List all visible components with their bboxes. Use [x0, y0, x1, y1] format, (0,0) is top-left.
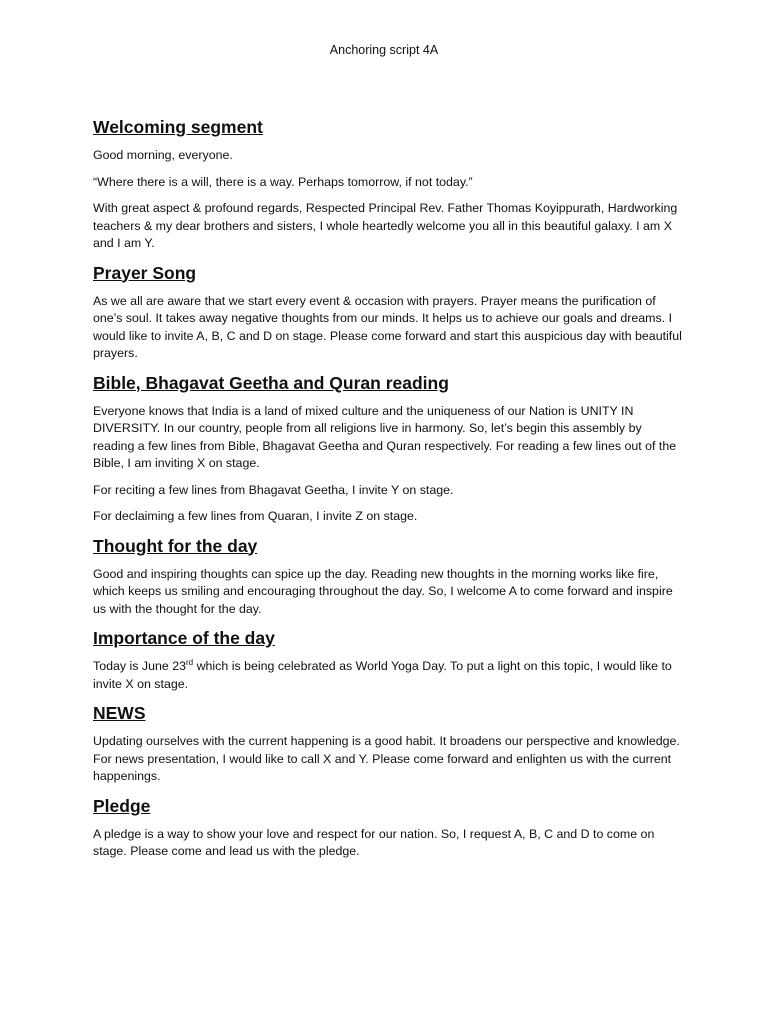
paragraph: For reciting a few lines from Bhagavat Geetha, I invite Y on stage.: [93, 482, 454, 497]
section-welcoming: [93, 116, 683, 253]
section-heading: Bible, Bhagavat Geetha and Quran reading: [93, 372, 449, 393]
section-heading: Thought for the day: [93, 535, 258, 556]
section-pledge: [93, 795, 683, 861]
paragraph: For declaiming a few lines from Quaran, I invite Z on stage.: [93, 509, 418, 523]
section-heading: Pledge: [93, 795, 151, 816]
paragraph: Good and inspiring thoughts can spice up the day. Reading new thoughts in the morning works like fire, which keeps us smiling and encouraging throughout the day. So, I welcome A to come forward and inspire us with the thought for the day.: [93, 566, 673, 616]
ordinal-suffix: rd: [186, 657, 194, 667]
paragraph: With great aspect & profound regards, Respected Principal Rev. Father Thomas Koyippurath, Hardworking teachers & my dear brothers and sisters, I whole heartedly welcome you all in this beautiful galaxy. I am X and I am Y.: [93, 201, 678, 250]
section-importance-of-the-day: [93, 627, 683, 693]
section-prayer-song: [93, 262, 683, 363]
paragraph: A pledge is a way to show your love and respect for our nation. So, I request A, B, C and D to come on stage. Please come and lead us with the pledge.: [93, 826, 655, 858]
paragraph: “Where there is a will, there is a way. Perhaps tomorrow, if not today.”: [93, 174, 473, 189]
section-heading: NEWS: [93, 703, 146, 723]
section-heading: Importance of the day: [93, 628, 275, 648]
paragraph: Good morning, everyone.: [93, 148, 233, 162]
paragraph: As we all are aware that we start every event & occasion with prayers. Prayer means the purification of one’s soul. It takes away negative thoughts from our minds. It helps us to achieve our goals and dreams. I would like to invite A, B, C and D on stage. Please come forward and start this auspicious day with beautiful prayers.: [93, 293, 682, 360]
document-body: [93, 116, 683, 870]
section-scripture-reading: [93, 372, 683, 526]
paragraph: [93, 658, 683, 693]
paragraph: Updating ourselves with the current happening is a good habit. It broadens our perspective and knowledge. For news presentation, I would like to call X and Y. Please come forward and enlighten us with the current happenings.: [93, 734, 680, 783]
section-heading: Prayer Song: [93, 262, 197, 283]
section-thought-for-the-day: [93, 535, 683, 619]
paragraph-text: Today is June 23: [93, 659, 186, 673]
document-title: Anchoring script 4A: [329, 43, 439, 57]
paragraph: Everyone knows that India is a land of mixed culture and the uniqueness of our Nation is UNITY IN DIVERSITY. In our country, people from all religions live in harmony. So, let’s begin this assembly by reading a few lines from Bible, Bhagavat Geetha and Quran respectively. For reading a few lines out of the Bible, I am inviting X on stage.: [93, 403, 677, 470]
section-heading: Welcoming segment: [93, 117, 263, 137]
paragraph-text: which is being celebrated as World Yoga Day. To put a light on this topic, I would like to invite X on stage.: [93, 659, 672, 691]
section-news: [93, 702, 683, 786]
